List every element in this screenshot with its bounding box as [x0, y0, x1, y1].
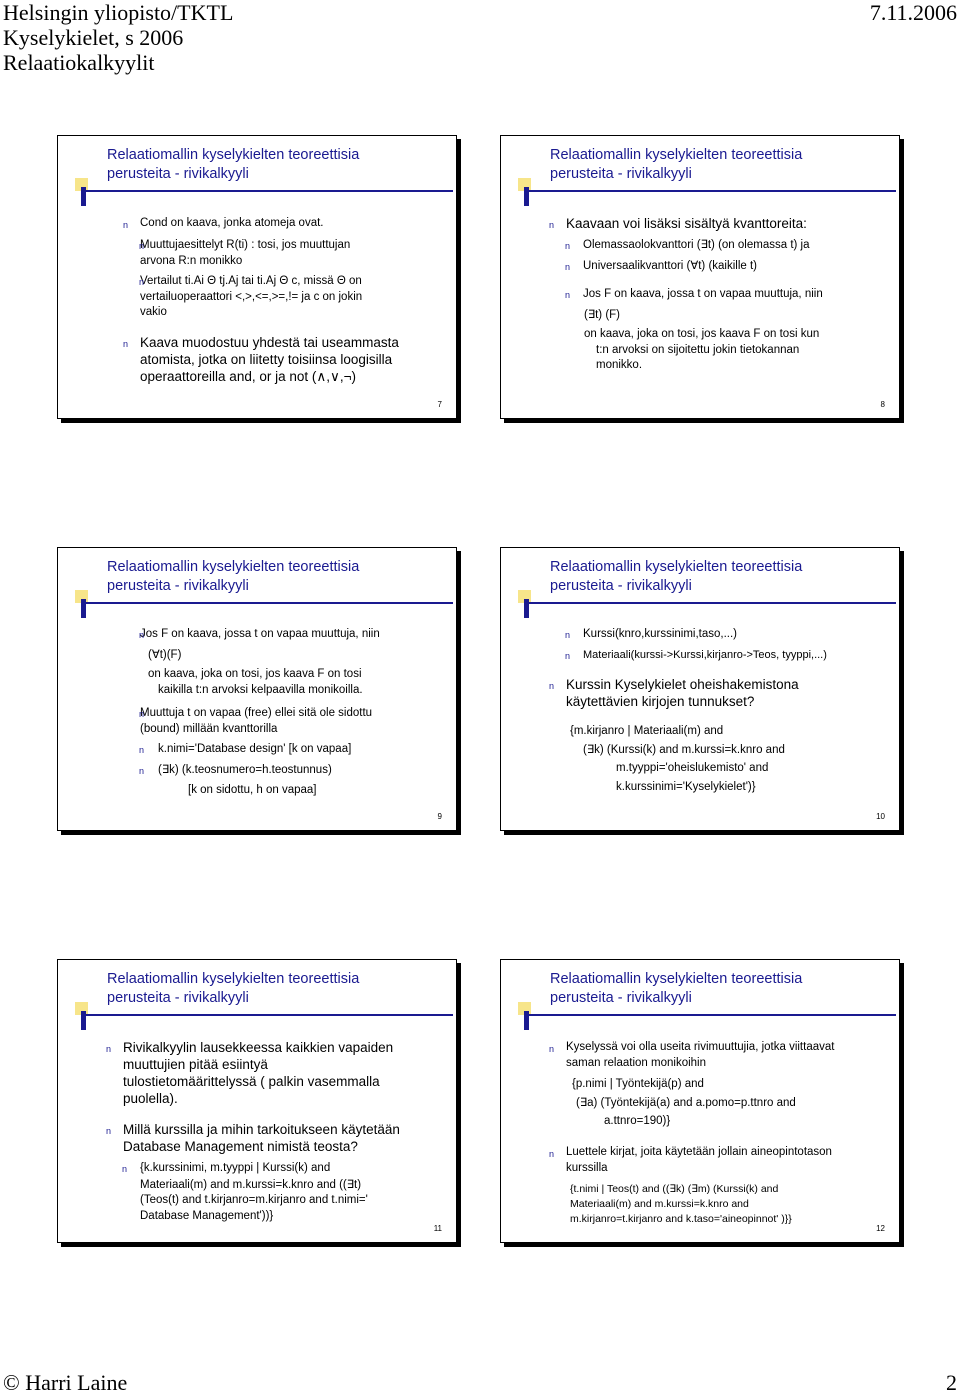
slide-number: 10: [876, 812, 885, 821]
slide-body: [103, 1039, 459, 1224]
header-left: [3, 0, 233, 75]
title-decoration: [75, 178, 95, 208]
text-line: t:n arvoksi on sijoitettu jokin tietokannan: [596, 343, 800, 356]
sub-bullet: n Jos F on kaava, jossa t on vapaa muuttuja, niin: [546, 287, 902, 303]
title-decoration: [75, 1002, 95, 1032]
title-decoration: [518, 178, 538, 208]
bullet: n Kaava muodostuu yhdestä tai useammasta atomista, jotka on liitetty toisiinsa loogisilla operaattoreilla and, or ja not (∧,∨,¬): [120, 334, 476, 385]
slide-10: [500, 547, 900, 831]
slide-body: [120, 215, 476, 391]
sub-bullet: n Materiaali(kurssi->Kurssi,kirjanro->Teos, tyyppi,...): [546, 648, 902, 664]
sub-bullet: n (∃k) (k.teosnumero=h.teostunnus): [120, 763, 476, 779]
sub-bullet: n Jos F on kaava, jossa t on vapaa muuttuja, niin: [120, 627, 476, 643]
formula: a.ttnro=190)}: [604, 1115, 671, 1127]
slide-title: Relaatiomallin kyselykielten teoreettisia perusteita - rivikalkyyli: [550, 559, 803, 594]
formula: k.kurssinimi='Kyselykielet')}: [616, 780, 756, 793]
bullet: n Rivikalkyylin lausekkeessa kaikkien vapaiden muuttujien pitää esiintyä tulostietomäärittelyssä ( palkin vasemmalla puolella).: [103, 1039, 459, 1107]
slide-title: Relaatiomallin kyselykielten teoreettisia perusteita - rivikalkyyli: [107, 559, 360, 594]
slide-title: Relaatiomallin kyselykielten teoreettisia perusteita - rivikalkyyli: [550, 147, 803, 182]
formula: Materiaali(m) and m.kurssi=k.knro and: [570, 1197, 749, 1210]
sub-bullet: n k.nimi='Database design' [k on vapaa]: [120, 742, 476, 758]
slide-number: 8: [880, 400, 885, 409]
sub-bullet: n Muuttuja t on vapaa (free) ellei sitä ole sidottu (bound) millään kvanttorilla: [120, 706, 476, 737]
sub-bullet: n Muuttujaesittelyt R(ti) : tosi, jos muuttujan arvona R:n monikko: [120, 238, 476, 269]
slide-8: [500, 135, 900, 419]
header-institution: Helsingin yliopisto/TKTL: [3, 0, 234, 25]
bullet: n Kurssin Kyselykielet oheishakemistona käytettävien kirjojen tunnukset?: [546, 676, 902, 710]
text-line: monikko.: [596, 359, 643, 371]
text-line: on kaava, joka on tosi, jos kaava F on tosi kun: [584, 328, 820, 340]
bullet: n Cond on kaava, jonka atomeja ovat.: [120, 215, 476, 232]
header-course: Kyselykielet, s 2006: [3, 25, 184, 50]
slide-body: [546, 215, 902, 374]
bullet: n Kaavaan voi lisäksi sisältyä kvanttoreita:: [546, 215, 902, 232]
footer-page-number: 2: [946, 1370, 957, 1395]
title-decoration: [518, 1002, 538, 1032]
formula: {p.nimi | Työntekijä(p) and: [572, 1078, 704, 1090]
formula: (∃a) (Työntekijä(a) and a.pomo=p.ttnro and: [576, 1096, 796, 1109]
formula: (∃t) (F): [584, 308, 620, 321]
slide-number: 7: [437, 400, 442, 409]
slide-title: Relaatiomallin kyselykielten teoreettisia perusteita - rivikalkyyli: [107, 147, 360, 182]
formula: m.kirjanro=t.kirjanro and k.taso='aineopinnot' )}}: [570, 1212, 792, 1225]
header-topic: Relaatiokalkyylit: [3, 50, 155, 75]
title-decoration: [518, 590, 538, 620]
footer-author: © Harri Laine: [3, 1370, 128, 1395]
slide-number: 11: [433, 1224, 442, 1233]
sub-bullet: n {k.kurssinimi, m.tyyppi | Kurssi(k) and: [103, 1161, 459, 1177]
formula: Materiaali(m) and m.kurssi=k.knro and ((∃t): [140, 1178, 362, 1191]
slide-number: 12: [876, 1224, 885, 1233]
slide-body: [546, 1039, 902, 1227]
bullet: n Luettele kirjat, joita käytetään jollain aineopintotason kurssilla: [546, 1144, 902, 1176]
sub-bullet: n Olemassaolokvanttori (∃t) (on olemassa t) ja: [546, 238, 902, 254]
sub-bullet: n Kurssi(knro,kurssinimi,taso,...): [546, 627, 902, 643]
slide-number: 9: [437, 812, 442, 821]
slide-9: [57, 547, 457, 831]
formula: Database Management'))}: [140, 1209, 274, 1222]
slide-title: Relaatiomallin kyselykielten teoreettisia perusteita - rivikalkyyli: [107, 971, 360, 1006]
sub-bullet: n Universaalikvanttori (∀t) (kaikille t): [546, 259, 902, 275]
formula: (∀t)(F): [148, 648, 182, 661]
text-line: on kaava, joka on tosi, jos kaava F on tosi: [148, 668, 362, 680]
bullet: n Millä kurssilla ja mihin tarkoitukseen käytetään Database Management nimistä teosta?: [103, 1121, 459, 1155]
slide-11: [57, 959, 457, 1243]
slide-body: [120, 627, 476, 799]
title-decoration: [75, 590, 95, 620]
formula: {t.nimi | Teos(t) and ((∃k) (∃m) (Kurssi(k) and: [570, 1182, 779, 1195]
sub-bullet: n Vertailut ti.Ai Θ tj.Aj tai ti.Aj Θ c, missä Θ on vertailuoperaattori <,>,<=,>=,!= ja c on jokin vakio: [120, 274, 476, 321]
slide-12: [500, 959, 900, 1243]
slide-title: Relaatiomallin kyselykielten teoreettisia perusteita - rivikalkyyli: [550, 971, 803, 1006]
text-line: kaikilla t:n arvoksi kelpaavilla monikoilla.: [158, 683, 363, 696]
formula: (Teos(t) and t.kirjanro=m.kirjanro and t.nimi=': [140, 1194, 368, 1206]
formula: m.tyyppi='oheislukemisto' and: [616, 762, 769, 774]
formula: (∃k) (Kurssi(k) and m.kurssi=k.knro and: [583, 743, 785, 756]
header-date: 7.11.2006: [869, 0, 957, 25]
bullet: n Kyselyssä voi olla useita rivimuuttujia, jotka viittaavat saman relaation monikoihin: [546, 1039, 902, 1071]
slide-body: [546, 627, 902, 795]
slide-7: [57, 135, 457, 419]
text-line: [k on sidottu, h on vapaa]: [188, 784, 317, 796]
formula: {m.kirjanro | Materiaali(m) and: [570, 725, 724, 737]
